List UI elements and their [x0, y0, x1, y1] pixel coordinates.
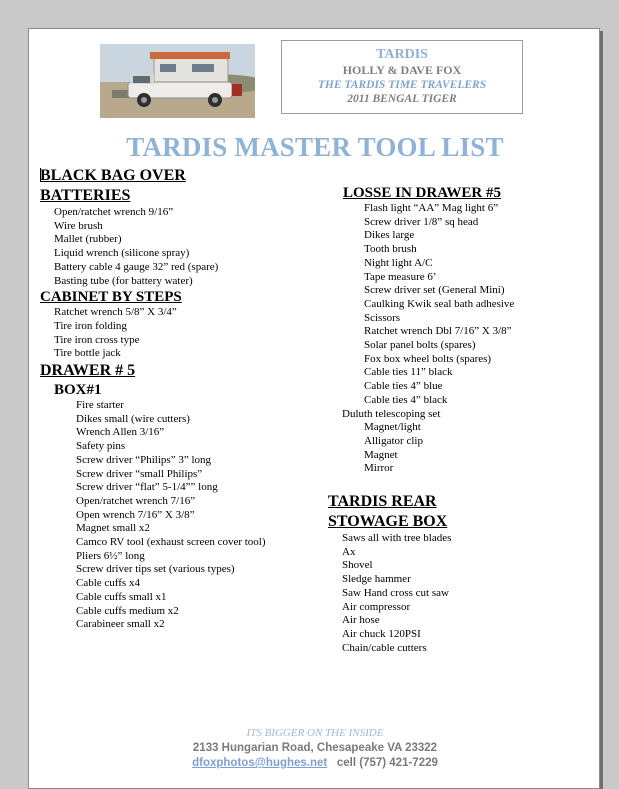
list-item: Tape measure 6’ — [364, 270, 437, 283]
document-page — [28, 28, 600, 789]
left-column — [40, 166, 320, 632]
rear-box-heading-line1: TARDIS REAR — [328, 493, 437, 511]
box1-heading: BOX#1 — [54, 382, 102, 399]
vehicle-model: 2011 BENGAL TIGER — [347, 93, 457, 105]
footer-address: 2133 Hungarian Road, Chesapeake VA 23322 — [192, 742, 438, 754]
list-item: Magnet/light — [364, 421, 421, 434]
list-item: Cable ties 11” black — [364, 366, 453, 379]
list-item: Screw driver “flat” 5-1/4”” long — [76, 481, 218, 494]
black-bag-list — [40, 206, 320, 288]
list-item: Screw driver tips set (various types) — [76, 563, 235, 576]
cabinet-list — [40, 306, 320, 361]
list-item: Screw driver set (General Mini) — [364, 284, 505, 297]
duluth-set-list — [328, 421, 593, 476]
list-item: Open wrench 7/16” X 3/8” — [76, 508, 195, 521]
list-item: Open/ratchet wrench 9/16” — [54, 206, 174, 218]
list-item: Tooth brush — [364, 243, 417, 256]
list-item: Tire iron folding — [54, 319, 127, 332]
list-item: Chain/cable cutters — [342, 641, 427, 654]
list-item: Mirror — [364, 462, 394, 475]
list-item: Alligator clip — [364, 434, 423, 447]
owner-info-box — [281, 40, 523, 114]
tardis-name: TARDIS — [376, 47, 428, 62]
truck-camper-image — [100, 44, 255, 118]
black-bag-heading-line2: BATTERIES — [40, 187, 131, 204]
page-title: TARDIS MASTER TOOL LIST — [126, 132, 504, 162]
list-item: Air hose — [342, 614, 380, 627]
list-item: Wire brush — [54, 219, 103, 232]
list-item: Ratchet wrench Dbl 7/16” X 3/8” — [364, 325, 512, 338]
cabinet-heading: CABINET BY STEPS — [40, 289, 182, 306]
black-bag-heading-line1: BLACK BAG OVER — [40, 167, 186, 184]
list-item: Cable cuffs x4 — [76, 577, 140, 590]
list-item: Caulking Kwik seal bath adhesive — [364, 297, 515, 310]
list-item: Open/ratchet wrench 7/16” — [76, 494, 196, 507]
list-item: Tire iron cross type — [54, 333, 140, 346]
list-item: Fire starter — [76, 399, 124, 412]
rear-box-list — [328, 532, 593, 655]
footer-tagline: ITS BIGGER ON THE INSIDE — [246, 727, 384, 739]
losse-drawer-heading: LOSSE IN DRAWER #5 — [343, 185, 501, 201]
list-item: Screw driver 1/8” sq head — [364, 215, 479, 228]
list-item: Battery cable 4 gauge 32” red (spare) — [54, 260, 219, 273]
owners-name: HOLLY & DAVE FOX — [342, 63, 462, 77]
list-item: Shovel — [342, 559, 373, 572]
list-item: Saw Hand cross cut saw — [342, 586, 449, 599]
list-item: Camco RV tool (exhaust screen cover tool) — [76, 536, 266, 549]
list-item: Magnet — [364, 448, 398, 461]
truck-camper-photo — [100, 44, 255, 118]
list-item: Sledge hammer — [342, 573, 411, 586]
phone-number: cell (757) 421-7229 — [336, 757, 438, 769]
list-item: Saws all with tree blades — [342, 532, 452, 545]
list-item: Fox box wheel bolts (spares) — [364, 352, 492, 365]
list-item: Ratchet wrench 5/8” X 3/4” — [54, 306, 177, 319]
list-item: Night light A/C — [364, 256, 433, 269]
list-item: Dikes small (wire cutters) — [76, 412, 190, 425]
page-footer — [29, 726, 601, 771]
spacer — [328, 476, 593, 492]
owners-tagline: THE TARDIS TIME TRAVELERS — [317, 79, 487, 91]
losse-drawer-list — [328, 202, 593, 408]
email-link[interactable]: dfoxphotos@hughes.net — [192, 757, 328, 769]
list-item: Tire bottle jack — [54, 347, 121, 360]
list-item: Screw driver “Philips” 3” long — [76, 453, 212, 466]
rear-box-heading-line2: STOWAGE BOX — [328, 513, 448, 531]
list-item: Ax — [342, 545, 356, 558]
list-item: Screw driver “small Philips” — [76, 467, 203, 480]
list-item: Flash light “AA” Mag light 6” — [364, 202, 499, 214]
list-item: Scissors — [364, 311, 401, 324]
list-item: Cable ties 4” black — [364, 393, 448, 406]
list-item: Dikes large — [364, 229, 415, 242]
list-item: Magnet small x2 — [76, 522, 150, 535]
footer-contact — [29, 756, 601, 771]
list-item: Wrench Allen 3/16” — [76, 426, 165, 439]
list-item: Air compressor — [342, 600, 411, 613]
list-item: Liquid wrench (silicone spray) — [54, 247, 190, 260]
drawer5-heading: DRAWER # 5 — [40, 362, 136, 380]
box1-list — [40, 399, 320, 632]
list-item: Cable cuffs medium x2 — [76, 604, 179, 617]
list-item: Basting tube (for battery water) — [54, 274, 193, 287]
duluth-set-label: Duluth telescoping set — [342, 407, 441, 420]
list-item: Carabineer small x2 — [76, 618, 165, 631]
list-item: Solar panel bolts (spares) — [364, 339, 476, 352]
list-item: Mallet (rubber) — [54, 233, 122, 246]
list-item: Pliers 6½” long — [76, 549, 145, 562]
list-item: Air chuck 120PSI — [342, 627, 421, 640]
list-item: Cable cuffs small x1 — [76, 590, 167, 603]
list-item: Safety pins — [76, 440, 126, 453]
right-column — [328, 184, 593, 655]
list-item: Cable ties 4” blue — [364, 380, 443, 393]
